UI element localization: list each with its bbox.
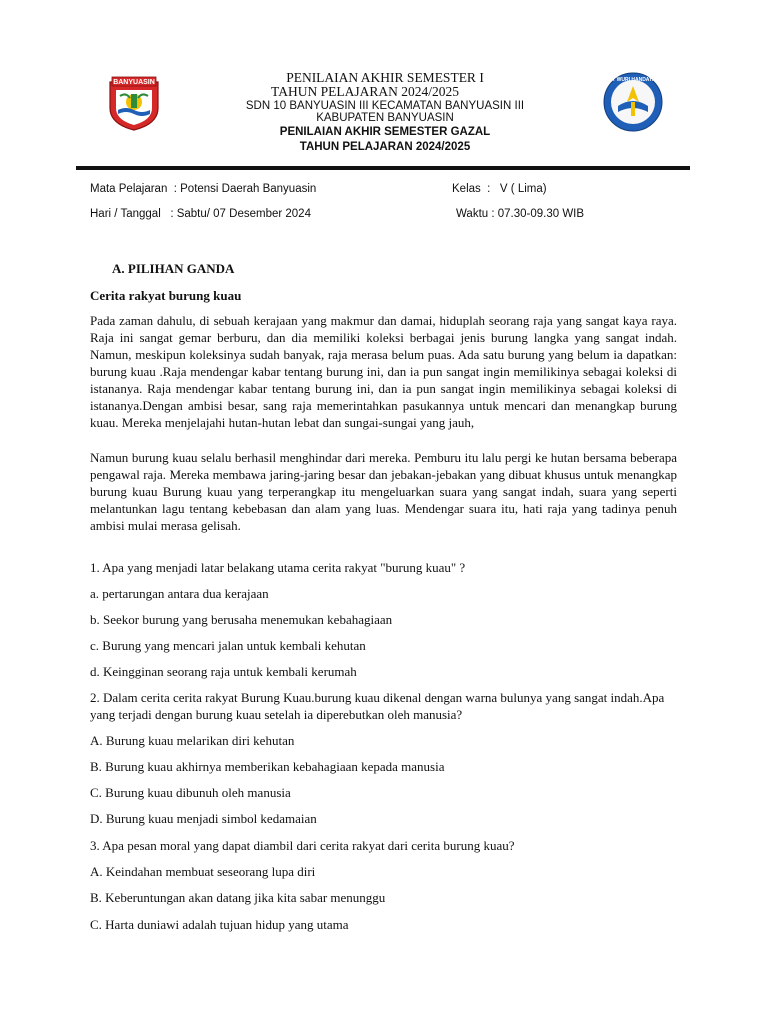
tut-wuri-handayani-logo-icon xyxy=(602,72,664,132)
header-school-year: TAHUN PELAJARAN 2024/2025 xyxy=(299,141,471,153)
story-paragraph-2: Namun burung kuau selalu berhasil menghindar dari mereka. Pemburu itu lalu pergi ke hutan bersama beberapa pengawal raja. Mereka membawa jaring-jaring besar dan jebakan-jebakan yang dibuat khusus untuk menangkap burung kuau Burung kuau yang terperangkap itu mengeluarkan suara yang sangat indah, suara yang seperti melantunkan lagu tentang kebebasan dan alam yang luas. Mendengar suara itu, hati raja yang tadinya penuh ambisi mulai merasa gelisah. xyxy=(90,450,677,533)
question-2: 2. Dalam cerita cerita rakyat Burung Kuau.burung kuau dikenal dengan warna bulunya yang sangat indah.Apa yang terjadi dengan burung kuau setelah ia diperebutkan oleh manusia? xyxy=(90,690,665,722)
story-title: Cerita rakyat burung kuau xyxy=(90,288,242,303)
question-1-option-c: c. Burung yang mencari jalan untuk kembali kehutan xyxy=(90,638,366,653)
header-exam-title: PENILAIAN AKHIR SEMESTER GAZAL xyxy=(279,126,491,138)
info-subject: Mata Pelajaran : Potensi Daerah Banyuasin xyxy=(90,183,317,195)
question-1-option-d: d. Keingginan seorang raja untuk kembali kerumah xyxy=(90,664,357,679)
info-class: Kelas : V ( Lima) xyxy=(452,183,547,195)
question-3-option-b: B. Keberuntungan akan datang jika kita sabar menunggu xyxy=(90,890,386,905)
info-time: Waktu : 07.30-09.30 WIB xyxy=(456,208,585,220)
question-2-option-c: C. Burung kuau dibunuh oleh manusia xyxy=(90,785,291,800)
story-paragraph-1: Pada zaman dahulu, di sebuah kerajaan yang makmur dan damai, hiduplah seorang raja yang sangat kaya raya. Raja ini sangat gemar berburu, dan dia memiliki koleksi berbagai jenis burung langka yang sangat indah. Namun, meskipun koleksinya sudah banyak, raja merasa belum puas. Ada satu burung yang belum ia dapatkan: burung kuau .Raja mendengar kabar tentang burung ini, dan ia pun sangat ingin memilikinya sebagai koleksi di istananya. Raja mendengar kabar tentang burung ini, dan ia pun sangat ingin memilikinya sebagai koleksi di istananya.Dengan ambisi besar, sang raja memerintahkan pasukannya untuk mencari dan menangkap burung kuau. Mereka menjelajahi hutan-hutan lebat dan sungai-sungai yang jauh, xyxy=(90,313,677,430)
logo-motto: TUT WURI HANDAYANI xyxy=(605,77,661,83)
question-2-option-a: A. Burung kuau melarikan diri kehutan xyxy=(90,733,295,748)
question-3: 3. Apa pesan moral yang dapat diambil dari cerita rakyat dari cerita burung kuau? xyxy=(90,838,515,853)
header-line-2: TAHUN PELAJARAN 2024/2025 xyxy=(271,84,459,99)
emblem-label: BANYUASIN xyxy=(113,79,155,86)
header-regency: KABUPATEN BANYUASIN xyxy=(316,112,454,124)
question-1-option-b: b. Seekor burung yang berusaha menemukan kebahagiaan xyxy=(90,612,393,627)
header-school: SDN 10 BANYUASIN III KECAMATAN BANYUASIN III xyxy=(245,100,525,112)
question-2-option-b: B. Burung kuau akhirnya memberikan kebahagiaan kepada manusia xyxy=(90,759,445,774)
question-2-option-d: D. Burung kuau menjadi simbol kedamaian xyxy=(90,811,317,826)
header-line-1: PENILAIAN AKHIR SEMESTER I xyxy=(286,70,484,85)
banyuasin-emblem-icon xyxy=(104,72,164,132)
question-3-option-a: A. Keindahan membuat seseorang lupa diri xyxy=(90,864,316,879)
question-1-option-a: a. pertarungan antara dua kerajaan xyxy=(90,586,269,601)
question-1: 1. Apa yang menjadi latar belakang utama cerita rakyat "burung kuau" ? xyxy=(90,560,466,575)
question-3-option-c: C. Harta duniawi adalah tujuan hidup yang utama xyxy=(90,917,349,932)
section-title: A. PILIHAN GANDA xyxy=(112,261,235,276)
header-divider xyxy=(76,166,690,170)
info-date: Hari / Tanggal : Sabtu/ 07 Desember 2024 xyxy=(90,208,311,220)
